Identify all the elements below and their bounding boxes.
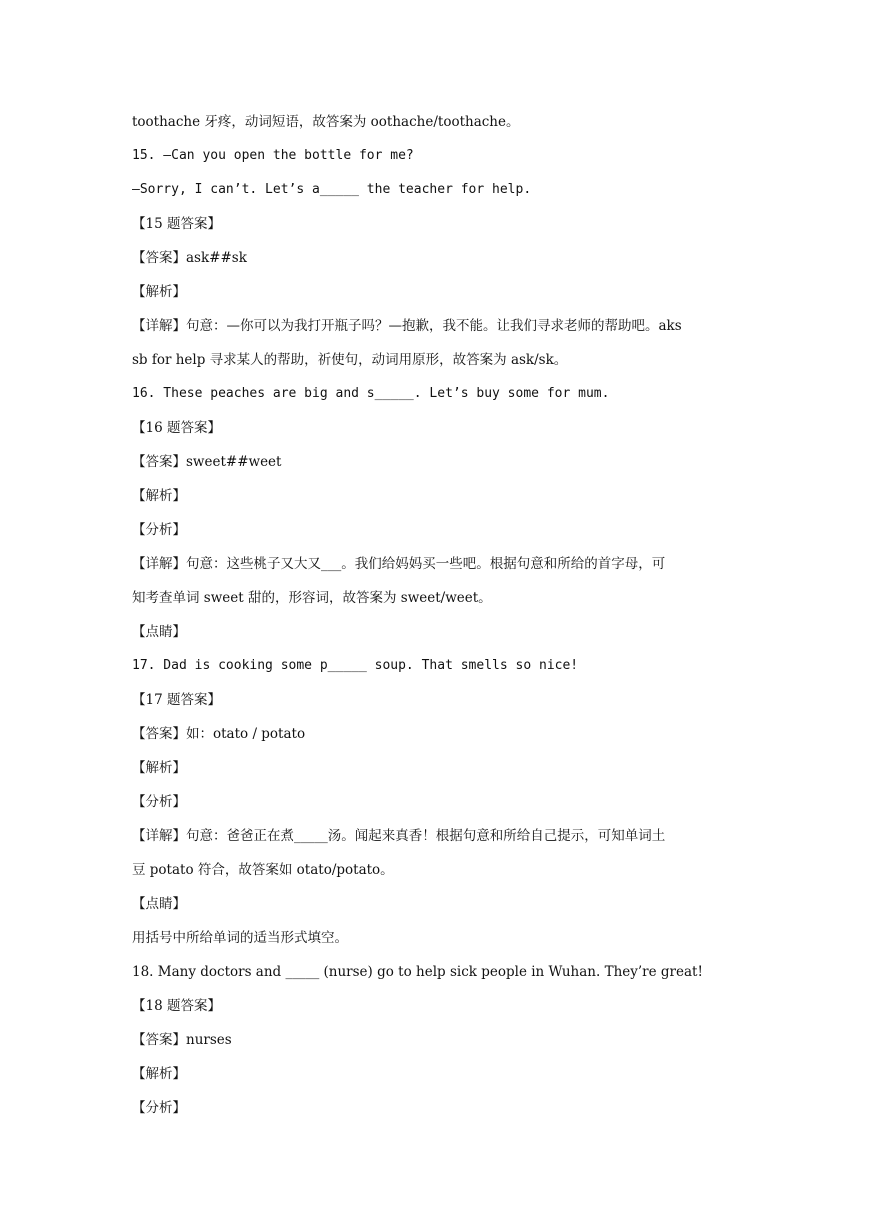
answer-heading-16: 【16 题答案】 bbox=[132, 420, 221, 436]
breakdown-label: 【分析】 bbox=[132, 522, 186, 538]
answer-heading-17: 【17 题答案】 bbox=[132, 692, 221, 708]
analysis-label: 【解析】 bbox=[132, 1066, 186, 1082]
analysis-label: 【解析】 bbox=[132, 284, 186, 300]
question-16: 16. These peaches are big and s_____. Let’s buy some for mum. bbox=[132, 386, 610, 401]
explanation-17-line-2: 豆 potato 符合，故答案如 otato/potato。 bbox=[132, 862, 394, 878]
explanation-15-line-1: 【详解】句意：—你可以为我打开瓶子吗？—抱歉，我不能。让我们寻求老师的帮助吧。aks bbox=[132, 318, 682, 334]
document-body bbox=[132, 111, 742, 1131]
remark-label: 【点睛】 bbox=[132, 624, 186, 640]
answer-18: 【答案】nurses bbox=[132, 1032, 232, 1048]
answer-heading-15: 【15 题答案】 bbox=[132, 216, 221, 232]
answer-15: 【答案】ask##sk bbox=[132, 250, 247, 266]
question-15-response: —Sorry, I can’t. Let’s a_____ the teacher for help. bbox=[132, 182, 532, 197]
question-15: 15. —Can you open the bottle for me? bbox=[132, 148, 414, 163]
question-18: 18. Many doctors and _____ (nurse) go to help sick people in Wuhan. They’re great! bbox=[132, 964, 703, 980]
breakdown-label: 【分析】 bbox=[132, 1100, 186, 1116]
remark-label: 【点睛】 bbox=[132, 896, 186, 912]
answer-17: 【答案】如：otato / potato bbox=[132, 726, 306, 742]
text-line: toothache 牙疼，动词短语，故答案为 oothache/toothache。 bbox=[132, 114, 520, 130]
question-17: 17. Dad is cooking some p_____ soup. That smells so nice! bbox=[132, 658, 579, 673]
explanation-17-line-1: 【详解】句意：爸爸正在煮_____汤。闻起来真香！根据句意和所给自己提示，可知单词土 bbox=[132, 828, 666, 844]
answer-heading-18: 【18 题答案】 bbox=[132, 998, 221, 1014]
section-instruction: 用括号中所给单词的适当形式填空。 bbox=[132, 930, 348, 946]
analysis-label: 【解析】 bbox=[132, 760, 186, 776]
analysis-label: 【解析】 bbox=[132, 488, 186, 504]
breakdown-label: 【分析】 bbox=[132, 794, 186, 810]
explanation-16-line-1: 【详解】句意：这些桃子又大又___。我们给妈妈买一些吧。根据句意和所给的首字母，可 bbox=[132, 556, 666, 572]
answer-16: 【答案】sweet##weet bbox=[132, 454, 282, 470]
explanation-16-line-2: 知考查单词 sweet 甜的，形容词，故答案为 sweet/weet。 bbox=[132, 590, 492, 606]
explanation-15-line-2: sb for help 寻求某人的帮助，祈使句，动词用原形，故答案为 ask/sk。 bbox=[132, 352, 568, 368]
